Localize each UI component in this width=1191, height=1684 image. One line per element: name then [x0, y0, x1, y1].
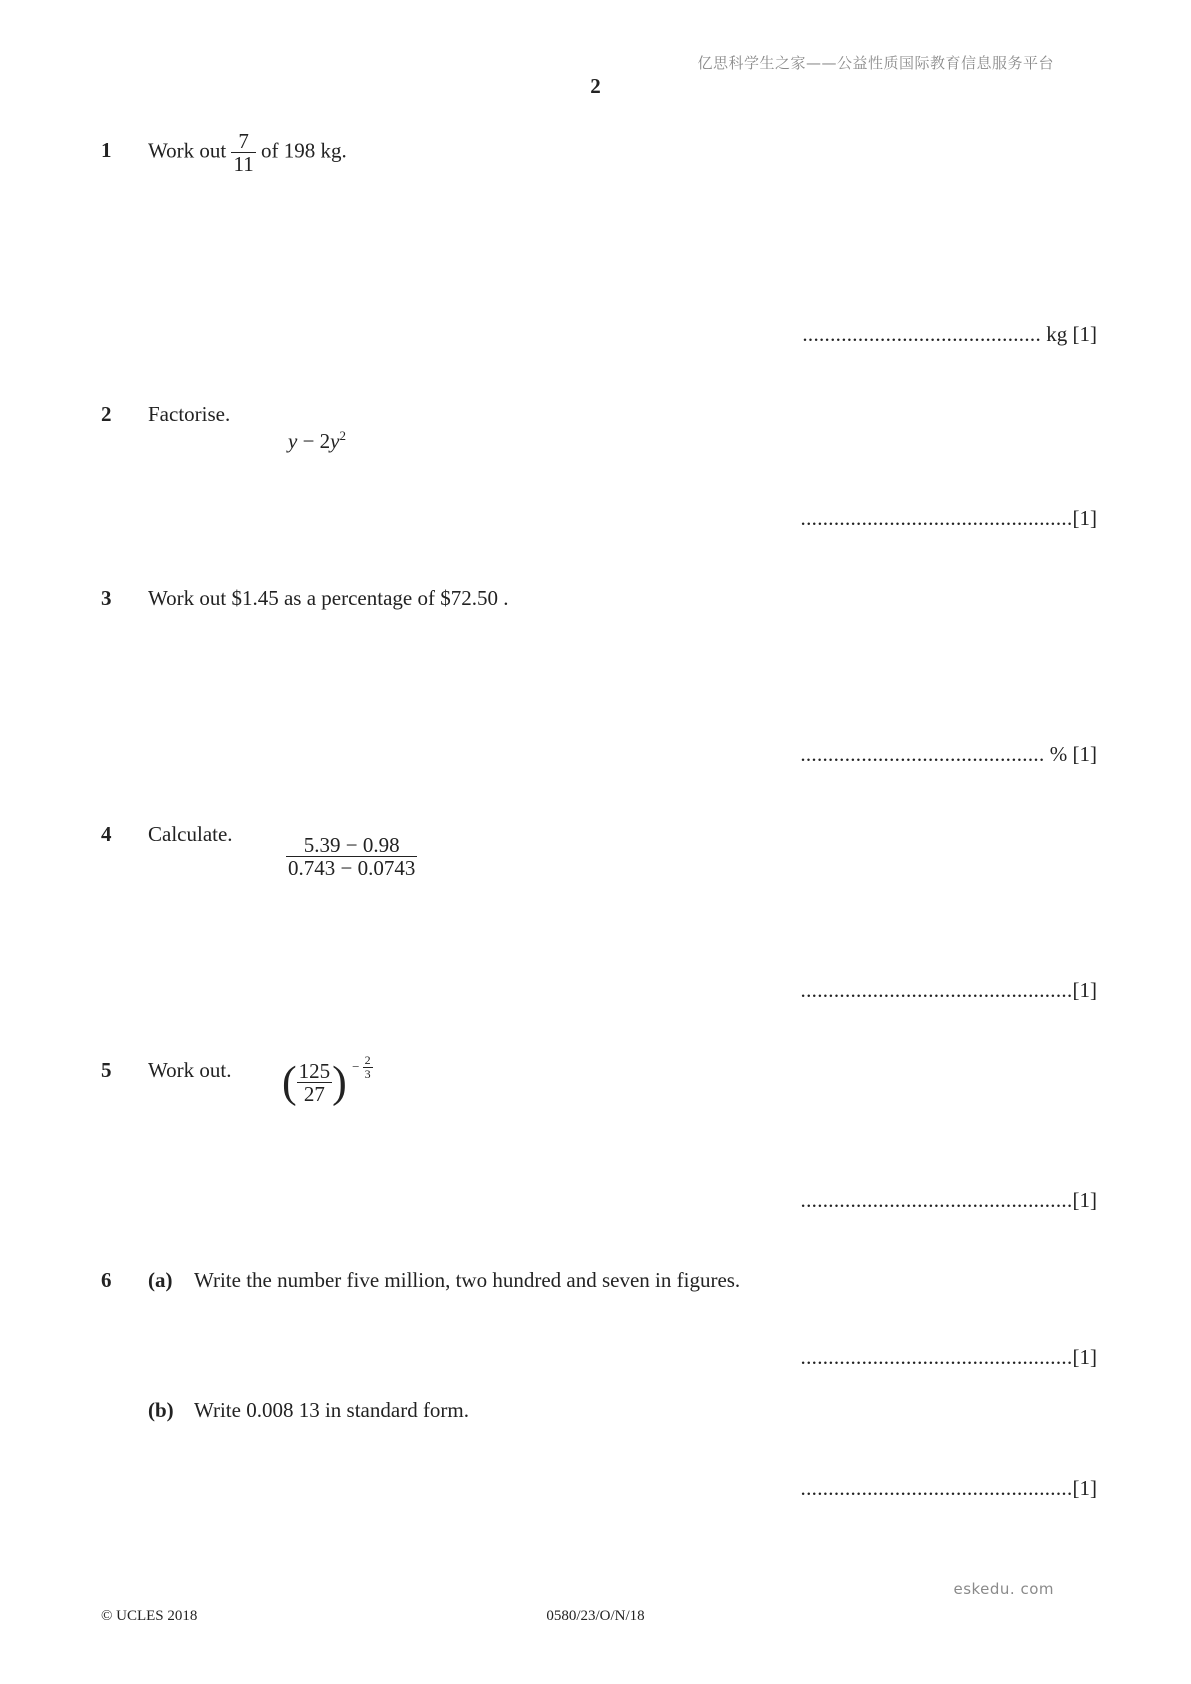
answer-mark: [1]	[1072, 978, 1097, 1002]
answer-dots: .................................................	[800, 1345, 1073, 1369]
question-1-number: 1	[101, 138, 112, 162]
question-1-text	[148, 130, 347, 175]
question-3-answer-line	[800, 742, 1097, 767]
question-6b-label: (b)	[148, 1398, 174, 1422]
watermark-header: 亿思科学生之家——公益性质国际教育信息服务平台	[697, 54, 1054, 72]
question-6-number: 6	[101, 1268, 112, 1292]
answer-dots: ...........................................	[802, 322, 1041, 346]
answer-mark: [1]	[1072, 1476, 1097, 1500]
q4-fraction-denominator: 0.743 − 0.0743	[288, 856, 416, 881]
q5-fraction	[297, 1060, 333, 1105]
question-6a-text: Write the number five million, two hundred and seven in figures.	[194, 1268, 741, 1292]
question-2-answer-line	[801, 506, 1097, 531]
question-6a-label: (a)	[148, 1268, 173, 1292]
q5-exponent-sign: −	[352, 1059, 360, 1075]
q1-fraction	[231, 130, 255, 175]
answer-dots: .................................................	[800, 978, 1073, 1002]
answer-dots: .................................................	[800, 1188, 1073, 1212]
question-4-expression	[286, 834, 417, 879]
footer-copyright: © UCLES 2018	[101, 1608, 198, 1624]
q4-fraction	[286, 834, 417, 879]
q2-var-y2: y	[330, 429, 340, 453]
answer-mark: kg [1]	[1046, 322, 1097, 346]
question-4-answer-line	[801, 978, 1097, 1003]
watermark-footer: eskedu. com	[953, 1580, 1054, 1598]
answer-dots: .................................................	[800, 506, 1073, 530]
question-2-number: 2	[101, 402, 112, 426]
answer-mark: [1]	[1072, 1345, 1097, 1369]
q5-exponent-denominator: 3	[364, 1066, 371, 1081]
answer-mark: % [1]	[1049, 742, 1097, 766]
answer-mark: [1]	[1072, 506, 1097, 530]
q5-exponent	[352, 1054, 373, 1080]
footer-paper-code: 0580/23/O/N/18	[546, 1608, 645, 1624]
q5-fraction-denominator: 27	[303, 1082, 325, 1107]
question-4-number: 4	[101, 822, 112, 846]
q5-right-paren: )	[332, 1057, 347, 1107]
q2-var-y: y	[288, 429, 298, 453]
q4-fraction-numerator: 5.39 − 0.98	[286, 834, 417, 857]
q2-exponent: 2	[339, 428, 346, 443]
question-6b-text: Write 0.008 13 in standard form.	[194, 1398, 470, 1422]
q1-text-before: Work out	[148, 138, 227, 163]
question-6b-answer-line	[801, 1476, 1097, 1501]
question-5-number: 5	[101, 1058, 112, 1082]
q5-exponent-numerator: 2	[364, 1053, 371, 1067]
question-6a-answer-line	[801, 1345, 1097, 1370]
q5-fraction-numerator: 125	[298, 1059, 331, 1083]
question-5-text: Work out.	[148, 1058, 232, 1082]
page-number: 2	[590, 74, 601, 98]
answer-mark: [1]	[1072, 1188, 1097, 1212]
q5-exponent-fraction	[363, 1054, 373, 1080]
q1-fraction-denominator: 11	[233, 152, 254, 177]
question-4-text: Calculate.	[148, 822, 233, 846]
question-3-number: 3	[101, 586, 112, 610]
q1-text-after: of 198 kg.	[260, 138, 347, 163]
question-2-expression	[288, 428, 346, 454]
question-5-expression	[282, 1053, 373, 1107]
question-5-answer-line	[801, 1188, 1097, 1213]
q5-left-paren: (	[282, 1057, 297, 1107]
q2-operator: − 2	[297, 429, 331, 453]
answer-dots: .................................................	[800, 1476, 1073, 1500]
question-3-text: Work out $1.45 as a percentage of $72.50 .	[148, 586, 509, 610]
question-1-answer-line	[802, 322, 1097, 347]
answer-dots: ............................................	[800, 742, 1045, 766]
question-2-text: Factorise.	[148, 402, 231, 426]
q1-fraction-numerator: 7	[231, 130, 255, 153]
